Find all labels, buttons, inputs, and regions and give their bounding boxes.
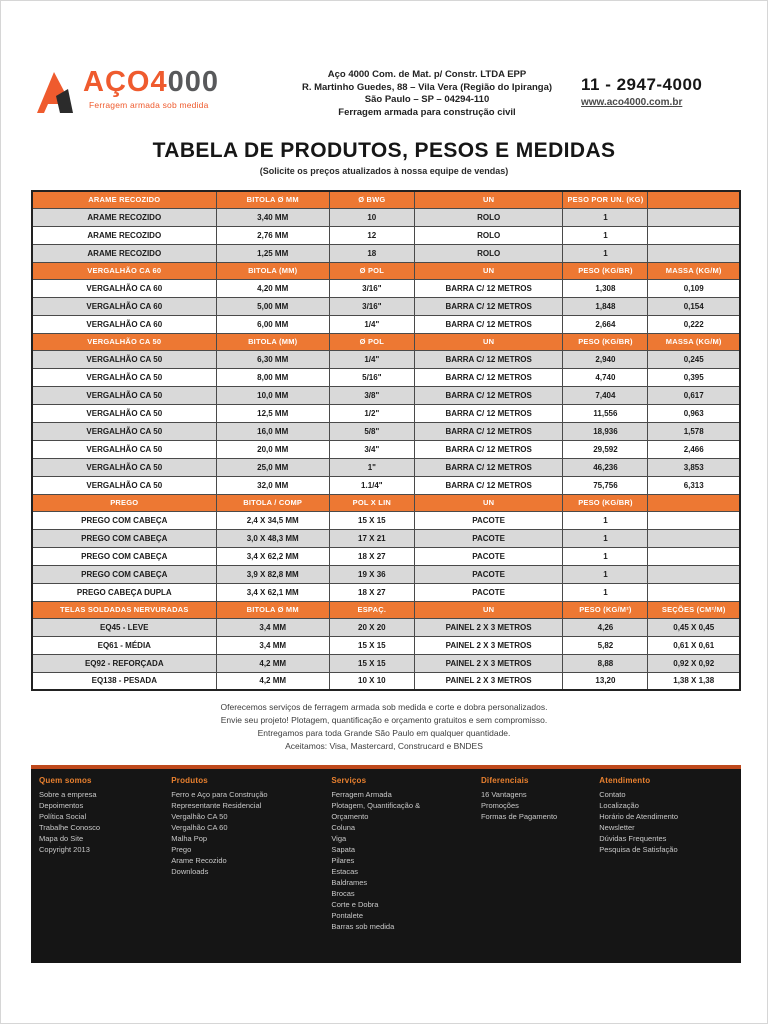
footer-link[interactable]: Malha Pop: [171, 834, 208, 843]
table-cell: 1,308: [563, 279, 648, 297]
table-cell: 2,466: [648, 440, 740, 458]
section-header-cell: Ø BWG: [329, 191, 414, 208]
table-row: [32, 565, 740, 583]
table-cell: BARRA C/ 12 METROS: [414, 476, 563, 494]
table-cell: 18,936: [563, 422, 648, 440]
table-cell: 0,92 X 0,92: [648, 654, 740, 672]
table-cell: 15 X 15: [329, 654, 414, 672]
table-cell: VERGALHÃO CA 50: [32, 350, 216, 368]
section-header-cell: [648, 494, 740, 511]
logo-text-secondary: 000: [167, 66, 219, 98]
table-cell: 20 X 20: [329, 618, 414, 636]
section-header-cell: SEÇÕES (CM²/M): [648, 601, 740, 618]
table-cell: [648, 583, 740, 601]
table-cell: 3,9 X 82,8 MM: [216, 565, 329, 583]
section-header-cell: VERGALHÃO CA 50: [32, 333, 216, 350]
table-cell: 3,40 MM: [216, 208, 329, 226]
footer-link[interactable]: Ferragem Armada: [331, 790, 392, 799]
table-row: [32, 315, 740, 333]
section-header-cell: [648, 191, 740, 208]
table-cell: 4,2 MM: [216, 654, 329, 672]
company-slogan: Ferragem armada para construção civil: [338, 106, 516, 118]
footer-link[interactable]: Promoções: [480, 801, 519, 810]
table-cell: 75,756: [563, 476, 648, 494]
table-cell: ARAME RECOZIDO: [32, 244, 216, 262]
section-header-cell: BITOLA (MM): [216, 333, 329, 350]
footer-link[interactable]: Copyright 2013: [39, 845, 90, 854]
table-cell: 0,617: [648, 386, 740, 404]
footer-link[interactable]: Pilares: [331, 856, 355, 865]
section-header-row: [32, 494, 740, 511]
table-cell: 5/16": [329, 368, 414, 386]
table-cell: PREGO COM CABEÇA: [32, 511, 216, 529]
section-header-row: [32, 601, 740, 618]
section-header-cell: BITOLA Ø MM: [216, 191, 329, 208]
section-header-cell: BITOLA / COMP: [216, 494, 329, 511]
table-cell: 8,88: [563, 654, 648, 672]
footer-column-title: Atendimento: [599, 776, 651, 785]
contact-block: [581, 67, 739, 108]
logo-icon: [35, 69, 79, 115]
table-cell: 12: [329, 226, 414, 244]
table-cell: EQ138 - PESADA: [32, 672, 216, 690]
table-cell: 1: [563, 208, 648, 226]
table-row: [32, 226, 740, 244]
section-header-cell: ESPAÇ.: [329, 601, 414, 618]
promo-notes: [1, 701, 767, 753]
table-cell: PAINEL 2 X 3 METROS: [414, 636, 563, 654]
table-cell: 17 X 21: [329, 529, 414, 547]
footer-link[interactable]: Downloads: [171, 867, 209, 876]
table-cell: 11,556: [563, 404, 648, 422]
page-subtitle: (Solicite os preços atualizados à nossa equipe de vendas): [259, 166, 509, 176]
table-cell: 6,00 MM: [216, 315, 329, 333]
products-table-body: [32, 191, 740, 690]
company-info: [273, 67, 581, 119]
company-logo: [35, 67, 273, 115]
table-cell: 6,30 MM: [216, 350, 329, 368]
table-cell: 0,963: [648, 404, 740, 422]
table-cell: BARRA C/ 12 METROS: [414, 458, 563, 476]
table-cell: 8,00 MM: [216, 368, 329, 386]
table-cell: 32,0 MM: [216, 476, 329, 494]
footer-link[interactable]: Plotagem, Quantificação &: [331, 801, 421, 810]
table-cell: [648, 226, 740, 244]
table-cell: 25,0 MM: [216, 458, 329, 476]
page-title: TABELA DE PRODUTOS, PESOS E MEDIDAS: [152, 139, 616, 162]
table-row: [32, 547, 740, 565]
table-cell: 0,154: [648, 297, 740, 315]
logo-wordmark: [83, 67, 219, 97]
table-row: [32, 583, 740, 601]
section-header-cell: PESO (KG/BR): [563, 262, 648, 279]
footer-column-title: Diferenciais: [480, 776, 529, 785]
table-cell: 1: [563, 226, 648, 244]
footer-column-diferenciais: [481, 776, 599, 953]
footer-column-title: Serviços: [331, 776, 367, 785]
table-cell: 1: [563, 565, 648, 583]
table-cell: 5,00 MM: [216, 297, 329, 315]
table-row: [32, 636, 740, 654]
section-header-cell: UN: [414, 601, 563, 618]
table-row: [32, 279, 740, 297]
company-name: Aço 4000 Com. de Mat. p/ Constr. LTDA EPP: [327, 69, 527, 80]
section-header-cell: PESO POR UN. (KG): [563, 191, 648, 208]
footer-link[interactable]: Horário de Atendimento: [599, 812, 679, 821]
table-row: [32, 368, 740, 386]
table-row: [32, 422, 740, 440]
table-cell: PACOTE: [414, 583, 563, 601]
footer-link[interactable]: Viga: [331, 834, 347, 843]
table-cell: [648, 208, 740, 226]
table-cell: 12,5 MM: [216, 404, 329, 422]
table-cell: VERGALHÃO CA 50: [32, 440, 216, 458]
table-cell: 16,0 MM: [216, 422, 329, 440]
footer-link[interactable]: Arame Recozido: [171, 856, 227, 865]
table-cell: 1: [563, 529, 648, 547]
table-cell: 3,4 MM: [216, 618, 329, 636]
footer-link[interactable]: Sapata: [331, 845, 356, 854]
table-row: [32, 654, 740, 672]
table-cell: BARRA C/ 12 METROS: [414, 279, 563, 297]
footer-link[interactable]: Vergalhão CA 60: [171, 823, 228, 832]
table-cell: 1.1/4": [329, 476, 414, 494]
footer-link[interactable]: Política Social: [39, 812, 87, 821]
footer-column-quem-somos: [39, 776, 171, 953]
table-cell: 4,26: [563, 618, 648, 636]
table-cell: PREGO CABEÇA DUPLA: [32, 583, 216, 601]
table-cell: 1,578: [648, 422, 740, 440]
table-cell: 10: [329, 208, 414, 226]
company-address: R. Martinho Guedes, 88 – Vila Vera (Região do Ipiranga): [301, 81, 553, 93]
footer-link[interactable]: Vergalhão CA 50: [171, 812, 228, 821]
table-cell: 3,853: [648, 458, 740, 476]
footer-column-atendimento: [599, 776, 735, 953]
footer-link[interactable]: Depoimentos: [39, 801, 84, 810]
table-row: [32, 208, 740, 226]
table-row: [32, 511, 740, 529]
section-header-cell: UN: [414, 333, 563, 350]
table-cell: 2,940: [563, 350, 648, 368]
table-cell: PREGO COM CABEÇA: [32, 565, 216, 583]
table-cell: BARRA C/ 12 METROS: [414, 315, 563, 333]
table-cell: EQ61 - MÉDIA: [32, 636, 216, 654]
table-cell: [648, 565, 740, 583]
table-cell: PACOTE: [414, 547, 563, 565]
table-cell: 3,4 X 62,2 MM: [216, 547, 329, 565]
table-cell: BARRA C/ 12 METROS: [414, 350, 563, 368]
table-cell: 13,20: [563, 672, 648, 690]
footer-link[interactable]: Trabalhe Conosco: [39, 823, 101, 832]
table-cell: 4,20 MM: [216, 279, 329, 297]
section-header-row: [32, 191, 740, 208]
table-cell: 5,82: [563, 636, 648, 654]
footer-link[interactable]: Dúvidas Frequentes: [599, 834, 667, 843]
table-cell: 15 X 15: [329, 511, 414, 529]
promo-note-line: Oferecemos serviços de ferragem armada sob medida e corte e dobra personalizados.: [220, 702, 548, 712]
table-cell: BARRA C/ 12 METROS: [414, 297, 563, 315]
promo-note-line: Envie seu projeto! Plotagem, quantificação e orçamento gratuitos e sem compromisso.: [220, 715, 548, 725]
section-header-cell: MASSA (KG/M): [648, 333, 740, 350]
table-cell: 1/4": [329, 350, 414, 368]
table-cell: VERGALHÃO CA 60: [32, 297, 216, 315]
section-header-cell: BITOLA Ø MM: [216, 601, 329, 618]
table-cell: [648, 511, 740, 529]
section-header-row: [32, 333, 740, 350]
footer-link[interactable]: Sobre a empresa: [39, 790, 97, 799]
company-city: São Paulo – SP – 04294-110: [364, 94, 490, 105]
footer-link[interactable]: Formas de Pagamento: [480, 812, 558, 821]
table-cell: 6,313: [648, 476, 740, 494]
table-cell: PAINEL 2 X 3 METROS: [414, 618, 563, 636]
table-cell: ARAME RECOZIDO: [32, 226, 216, 244]
footer-link[interactable]: Coluna: [331, 823, 356, 832]
footer-link[interactable]: Newsletter: [599, 823, 635, 832]
table-cell: 10 X 10: [329, 672, 414, 690]
site-footer: [31, 765, 741, 963]
table-cell: 0,245: [648, 350, 740, 368]
table-cell: 0,222: [648, 315, 740, 333]
table-cell: 3,4 MM: [216, 636, 329, 654]
table-row: [32, 529, 740, 547]
section-header-cell: BITOLA (MM): [216, 262, 329, 279]
table-cell: ROLO: [414, 244, 563, 262]
table-cell: 1,25 MM: [216, 244, 329, 262]
table-cell: 19 X 36: [329, 565, 414, 583]
table-cell: ROLO: [414, 208, 563, 226]
table-row: [32, 404, 740, 422]
footer-link[interactable]: Prego: [171, 845, 192, 854]
document-header: [35, 67, 739, 119]
table-cell: [648, 244, 740, 262]
table-cell: 1": [329, 458, 414, 476]
table-cell: 2,76 MM: [216, 226, 329, 244]
section-header-cell: UN: [414, 494, 563, 511]
section-header-cell: PESO (KG/M²): [563, 601, 648, 618]
section-header-cell: ARAME RECOZIDO: [32, 191, 216, 208]
table-cell: 3/8": [329, 386, 414, 404]
table-cell: PAINEL 2 X 3 METROS: [414, 672, 563, 690]
table-cell: 1/4": [329, 315, 414, 333]
table-cell: 1: [563, 583, 648, 601]
table-cell: VERGALHÃO CA 50: [32, 458, 216, 476]
table-cell: 3,0 X 48,3 MM: [216, 529, 329, 547]
table-cell: 4,2 MM: [216, 672, 329, 690]
table-row: [32, 244, 740, 262]
table-cell: EQ45 - LEVE: [32, 618, 216, 636]
footer-link[interactable]: Contato: [599, 790, 626, 799]
logo-text-primary: AÇO4: [83, 66, 168, 98]
promo-note-line: Aceitamos: Visa, Mastercard, Construcard e BNDES: [285, 741, 483, 751]
table-cell: 0,109: [648, 279, 740, 297]
footer-link[interactable]: Pesquisa de Satisfação: [599, 845, 678, 854]
table-cell: ROLO: [414, 226, 563, 244]
footer-link[interactable]: Orçamento: [331, 812, 369, 821]
footer-link[interactable]: Representante Residencial: [171, 801, 262, 810]
phone-number: 11 - 2947-4000: [581, 75, 703, 94]
table-cell: 20,0 MM: [216, 440, 329, 458]
products-table: [31, 190, 741, 691]
table-cell: PACOTE: [414, 565, 563, 583]
table-cell: 18 X 27: [329, 547, 414, 565]
table-row: [32, 672, 740, 690]
table-cell: 15 X 15: [329, 636, 414, 654]
footer-link[interactable]: Barras sob medida: [331, 922, 395, 931]
table-cell: BARRA C/ 12 METROS: [414, 422, 563, 440]
table-cell: 18: [329, 244, 414, 262]
footer-link[interactable]: 16 Vantagens: [480, 790, 527, 799]
table-cell: PACOTE: [414, 529, 563, 547]
table-cell: PREGO COM CABEÇA: [32, 529, 216, 547]
footer-link[interactable]: Corte e Dobra: [331, 900, 379, 909]
footer-link[interactable]: Estacas: [331, 867, 358, 876]
table-cell: 0,395: [648, 368, 740, 386]
table-cell: 4,740: [563, 368, 648, 386]
table-cell: 18 X 27: [329, 583, 414, 601]
table-cell: VERGALHÃO CA 50: [32, 404, 216, 422]
footer-link[interactable]: Localização: [599, 801, 639, 810]
table-cell: 2,664: [563, 315, 648, 333]
section-header-cell: PREGO: [32, 494, 216, 511]
footer-link[interactable]: Brocas: [331, 889, 355, 898]
table-cell: [648, 529, 740, 547]
footer-link[interactable]: Baldrames: [331, 878, 368, 887]
footer-column-produtos: [171, 776, 331, 953]
table-row: [32, 458, 740, 476]
table-cell: 1: [563, 547, 648, 565]
website-link[interactable]: www.aco4000.com.br: [581, 97, 683, 108]
footer-link[interactable]: Pontalete: [331, 911, 364, 920]
promo-note-line: Entregamos para toda Grande São Paulo em qualquer quantidade.: [257, 728, 511, 738]
table-cell: 3/16": [329, 297, 414, 315]
table-cell: VERGALHÃO CA 50: [32, 386, 216, 404]
table-cell: PREGO COM CABEÇA: [32, 547, 216, 565]
table-cell: 0,61 X 0,61: [648, 636, 740, 654]
table-cell: 10,0 MM: [216, 386, 329, 404]
table-row: [32, 350, 740, 368]
section-header-cell: MASSA (KG/M): [648, 262, 740, 279]
table-cell: PACOTE: [414, 511, 563, 529]
section-header-cell: Ø POL: [329, 262, 414, 279]
table-cell: 0,45 X 0,45: [648, 618, 740, 636]
section-header-cell: UN: [414, 262, 563, 279]
table-cell: BARRA C/ 12 METROS: [414, 440, 563, 458]
table-cell: VERGALHÃO CA 50: [32, 422, 216, 440]
section-header-cell: TELAS SOLDADAS NERVURADAS: [32, 601, 216, 618]
title-block: [1, 139, 767, 176]
section-header-cell: POL X LIN: [329, 494, 414, 511]
table-cell: 2,4 X 34,5 MM: [216, 511, 329, 529]
table-cell: EQ92 - REFORÇADA: [32, 654, 216, 672]
table-cell: 1,38 X 1,38: [648, 672, 740, 690]
section-header-cell: PESO (KG/BR): [563, 494, 648, 511]
table-row: [32, 386, 740, 404]
table-row: [32, 476, 740, 494]
footer-link[interactable]: Ferro e Aço para Construção: [171, 790, 268, 799]
table-cell: VERGALHÃO CA 60: [32, 279, 216, 297]
section-header-cell: PESO (KG/BR): [563, 333, 648, 350]
table-cell: [648, 547, 740, 565]
footer-column-title: Quem somos: [39, 776, 92, 785]
table-cell: BARRA C/ 12 METROS: [414, 404, 563, 422]
table-cell: VERGALHÃO CA 50: [32, 368, 216, 386]
section-header-row: [32, 262, 740, 279]
table-cell: 1: [563, 511, 648, 529]
table-cell: 1: [563, 244, 648, 262]
table-cell: 5/8": [329, 422, 414, 440]
table-cell: 7,404: [563, 386, 648, 404]
footer-link[interactable]: Mapa do Site: [39, 834, 84, 843]
table-row: [32, 297, 740, 315]
table-cell: VERGALHÃO CA 50: [32, 476, 216, 494]
logo-tagline: Ferragem armada sob medida: [89, 100, 209, 110]
table-cell: 1/2": [329, 404, 414, 422]
table-cell: BARRA C/ 12 METROS: [414, 368, 563, 386]
section-header-cell: UN: [414, 191, 563, 208]
section-header-cell: Ø POL: [329, 333, 414, 350]
table-cell: 3/16": [329, 279, 414, 297]
table-cell: VERGALHÃO CA 60: [32, 315, 216, 333]
table-row: [32, 618, 740, 636]
table-row: [32, 440, 740, 458]
section-header-cell: VERGALHÃO CA 60: [32, 262, 216, 279]
table-cell: 1,848: [563, 297, 648, 315]
table-cell: 3/4": [329, 440, 414, 458]
table-cell: PAINEL 2 X 3 METROS: [414, 654, 563, 672]
footer-column-servi-os: [331, 776, 481, 953]
table-cell: 3,4 X 62,1 MM: [216, 583, 329, 601]
table-cell: ARAME RECOZIDO: [32, 208, 216, 226]
footer-column-title: Produtos: [171, 776, 208, 785]
table-cell: BARRA C/ 12 METROS: [414, 386, 563, 404]
table-cell: 46,236: [563, 458, 648, 476]
table-cell: 29,592: [563, 440, 648, 458]
